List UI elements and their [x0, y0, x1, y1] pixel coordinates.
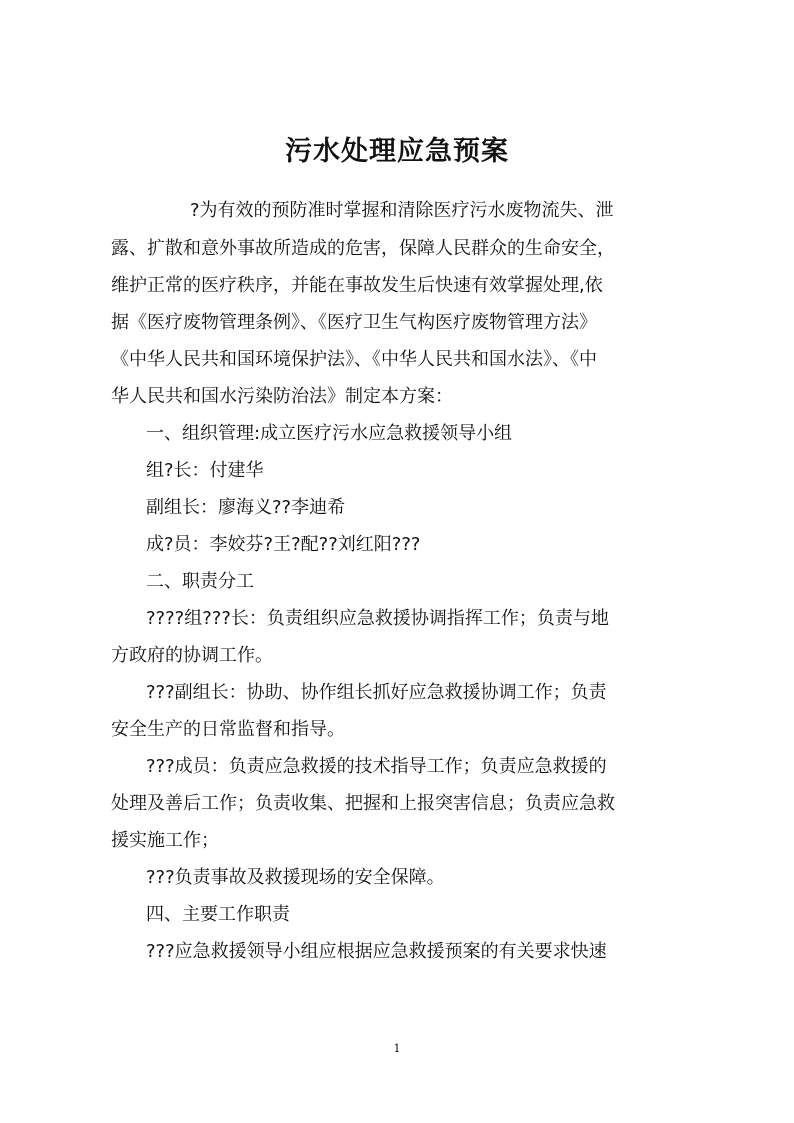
- paragraph-line: 华人民共和国水污染防治法》制定本方案：: [111, 386, 453, 407]
- paragraph-line: 副组长：廖海义??李迪希: [146, 497, 346, 518]
- paragraph-line: 方政府的协调工作。: [111, 645, 273, 666]
- paragraph-line: ???副组长：协助、协作组长抓好应急救援协调工作；负责: [146, 682, 607, 703]
- paragraph-line: ????组???长：负责组织应急救援协调指挥工作；负责与地: [146, 608, 609, 629]
- paragraph-line: ???成员：负责应急救援的技术指导工作；负责应急救援的: [146, 756, 607, 777]
- paragraph-line: 组?长：付建华: [146, 460, 264, 481]
- paragraph-line: 《中华人民共和国环境保护法》、《中华人民共和国水法》、《中: [111, 349, 597, 370]
- paragraph-line: 据《医疗废物管理条例》、《医疗卫生气构医疗废物管理方法》: [111, 312, 597, 333]
- section-heading: 二、职责分工: [146, 571, 254, 592]
- section-heading: 一、组织管理:成立医疗污水应急救援领导小组: [146, 423, 513, 444]
- paragraph-line: 安全生产的日常监督和指导。: [111, 719, 345, 740]
- paragraph-line: ?为有效的预防准时掌握和清除医疗污水废物流失、泄: [190, 200, 614, 221]
- paragraph-line: 成?员：李姣芬?王?配??刘红阳???: [146, 534, 421, 555]
- document-title: 污水处理应急预案: [285, 136, 509, 167]
- paragraph-line: 露、扩散和意外事故所造成的危害，保障人民群众的生命安全，: [111, 238, 615, 259]
- section-heading: 四、主要工作职责: [146, 904, 290, 925]
- paragraph-line: ???应急救援领导小组应根据应急救援预案的有关要求快速: [146, 941, 607, 962]
- paragraph-line: ???负责事故及救援现场的安全保障。: [146, 867, 445, 888]
- paragraph-line: 援实施工作；: [111, 830, 219, 851]
- page-number: 1: [393, 1042, 401, 1055]
- paragraph-line: 处理及善后工作；负责收集、把握和上报突害信息；负责应急救: [111, 793, 615, 814]
- paragraph-line: 维护正常的医疗秩序，并能在事故发生后快速有效掌握处理,依: [111, 275, 603, 296]
